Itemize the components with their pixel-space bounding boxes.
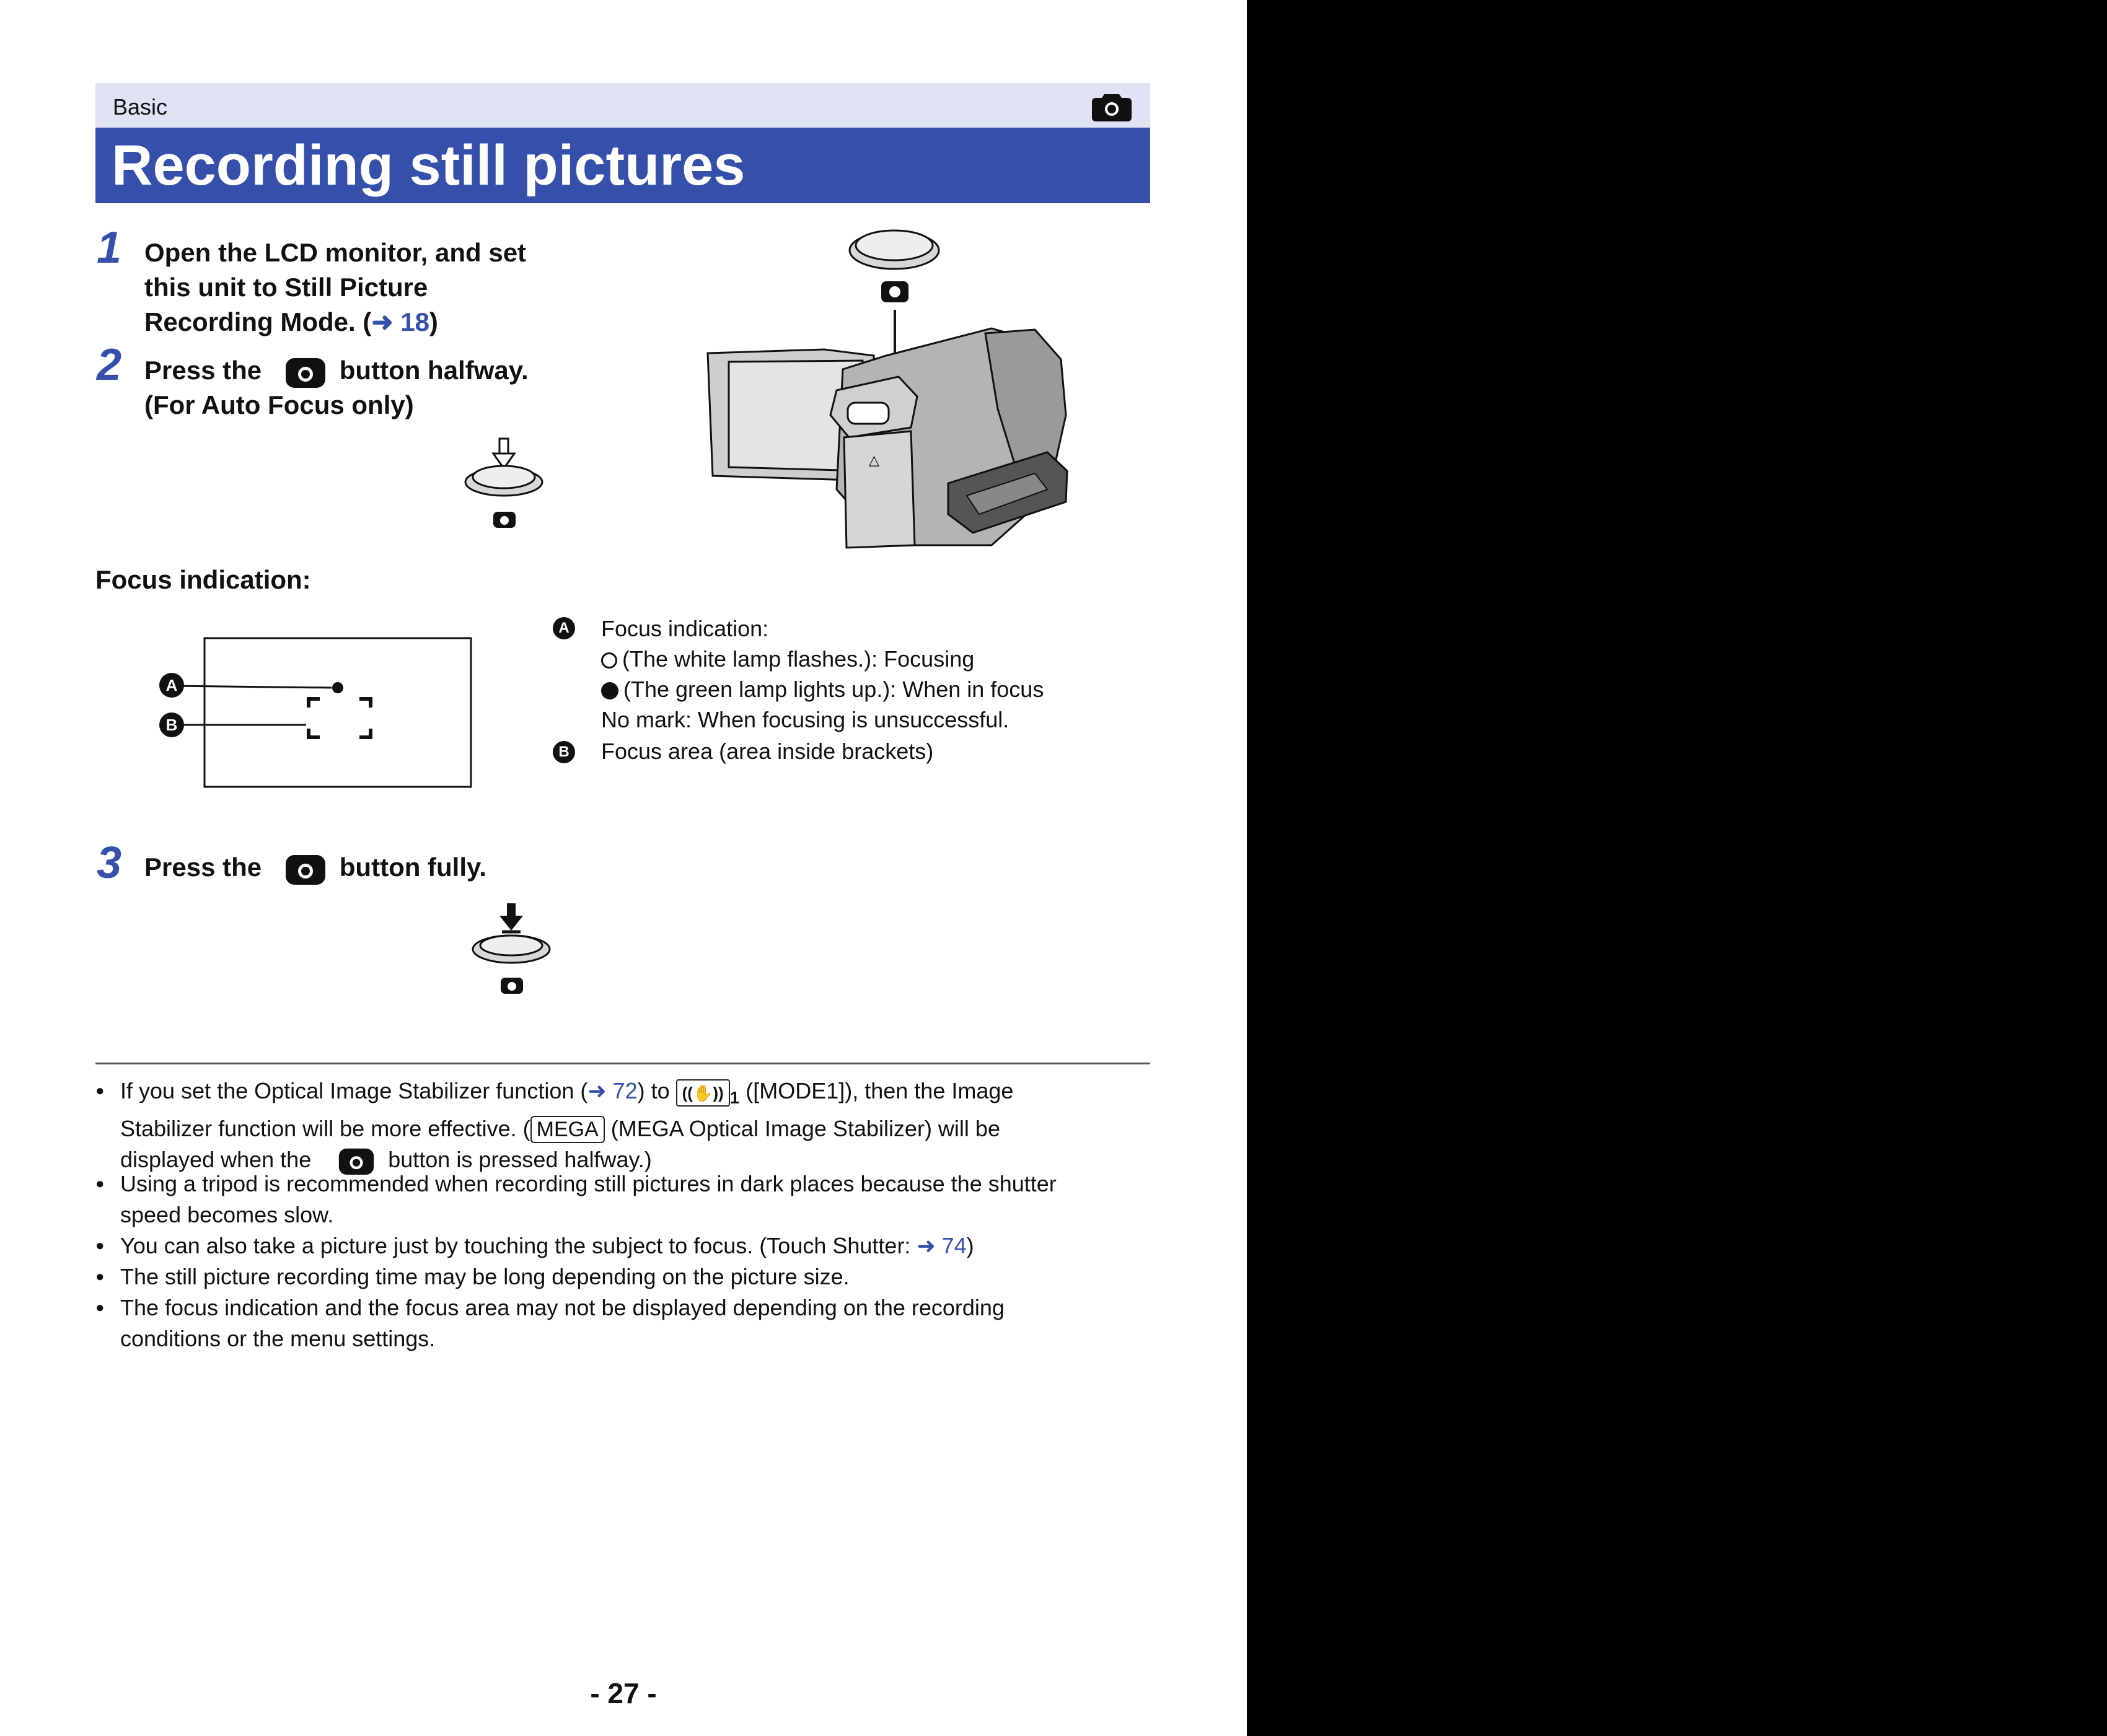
shutter-button-icon	[285, 854, 326, 885]
legend-a-green: (The green lamp lights up.): When in focus	[601, 674, 1044, 704]
shutter-button-icon	[285, 357, 326, 388]
green-lamp-dot-icon	[601, 682, 618, 699]
section-header-band	[95, 83, 1150, 128]
page-number: - 27 -	[590, 1677, 657, 1709]
mega-icon: MEGA	[530, 1116, 605, 1143]
stabilizer-mode-subscript: 1	[729, 1088, 740, 1107]
marker-a: A	[159, 673, 184, 698]
bullet-icon: ●	[95, 1237, 105, 1254]
note-2: Using a tripod is recommended when recording still pictures in dark places because the shutter speed becomes slow.	[120, 1171, 1057, 1227]
step-1-text	[144, 235, 578, 340]
legend-marker-b: B	[553, 741, 575, 763]
legend-a-no-mark: No mark: When focusing is unsuccessful.	[601, 707, 1010, 732]
step-2-line-2: (For Auto Focus only)	[144, 390, 414, 419]
shutter-full-press-illustration	[466, 900, 559, 999]
legend-a-title: Focus indication:	[601, 616, 769, 641]
step-1-line-2: this unit to Still Picture	[144, 273, 428, 302]
bullet-icon: ●	[95, 1082, 105, 1099]
step-2-number: 2	[97, 340, 122, 390]
page-title: Recording still pictures	[112, 134, 746, 197]
focus-diagram	[155, 626, 477, 793]
page-ref-link[interactable]: ➜ 18	[371, 307, 429, 336]
camera-icon	[1092, 90, 1132, 121]
shutter-half-press-illustration	[459, 434, 552, 533]
section-label: Basic	[113, 94, 168, 120]
step-1-line-1: Open the LCD monitor, and set	[144, 238, 527, 267]
step-2-text: Press the button halfway. (For Auto Focus only)	[144, 353, 591, 423]
note-3: You can also take a picture just by touching the subject to focus. (Touch Shutter: ➜ 74)	[120, 1233, 974, 1258]
note-4: The still picture recording time may be long depending on the picture size.	[120, 1264, 850, 1289]
bullet-icon: ●	[95, 1268, 105, 1285]
step-1-number: 1	[97, 223, 122, 273]
step-3-number: 3	[97, 838, 122, 888]
page-ref-link[interactable]: ➜ 74	[917, 1233, 967, 1258]
legend-b-title: Focus area (area inside brackets)	[601, 739, 934, 764]
legend-a	[601, 613, 1044, 735]
legend-marker-a: A	[553, 617, 575, 639]
note-1: If you set the Optical Image Stabilizer function (➜ 72) to ((✋)) $_1$ ([MODE1]), then the Image Stabilizer function will be more effective. ( MEGA (MEGA Optical Image Stabilizer) will be displayed when the button is pressed halfway.)	[120, 1076, 1149, 1175]
camcorder-illustration	[700, 223, 1072, 558]
step-1-line-3: Recording Mode. (➜ 18)	[144, 307, 438, 336]
note-5: The focus indication and the focus area may not be displayed depending on the recording conditions or the menu settings.	[120, 1295, 1005, 1351]
legend-a-white: (The white lamp flashes.): Focusing	[601, 644, 1044, 674]
stabilizer-mode-icon: ((✋))	[676, 1079, 730, 1107]
bullet-icon: ●	[95, 1299, 105, 1316]
focus-indication-heading: Focus indication:	[95, 565, 311, 594]
svg-text:△: △	[869, 453, 879, 468]
page-ref-link[interactable]: ➜ 72	[587, 1078, 638, 1103]
notes-divider	[95, 1063, 1150, 1064]
white-lamp-circle-icon	[601, 652, 617, 669]
marker-b: B	[159, 712, 184, 737]
step-3-text: Press the button fully.	[144, 850, 486, 885]
bullet-icon: ●	[95, 1175, 105, 1192]
